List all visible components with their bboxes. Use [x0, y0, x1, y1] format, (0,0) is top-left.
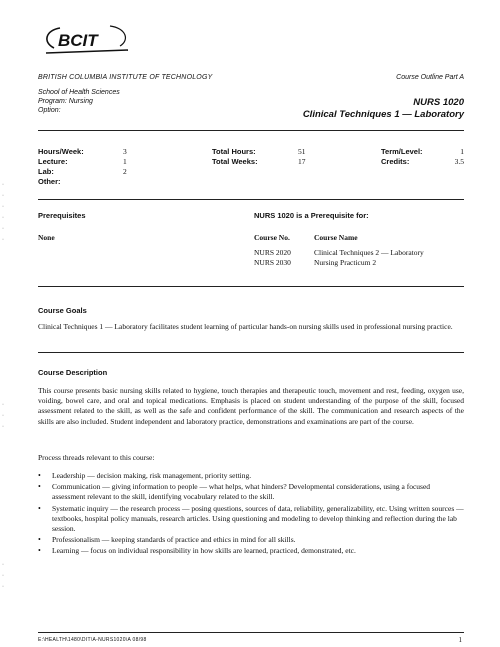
lab-label: Lab: [38, 167, 54, 176]
term-level-label: Term/Level: [381, 147, 423, 156]
scan-marks: · · · [2, 562, 4, 590]
footer-code: E:\HEALTH\1480\DIT\A-NURS1020\A 08/98 [38, 637, 147, 643]
divider [38, 286, 464, 287]
lecture-value: 1 [123, 157, 127, 166]
goals-heading: Course Goals [38, 306, 87, 315]
hours-labels [38, 147, 84, 187]
scan-marks: · · · [2, 402, 4, 430]
prereq-row-2-no: NURS 2030 [254, 258, 291, 267]
total-hours-label: Total Hours: [212, 147, 256, 156]
credits-label: Credits: [381, 157, 410, 166]
program-name: Program: Nursing [38, 98, 93, 105]
total-weeks-label: Total Weeks: [212, 157, 258, 166]
threads-list [38, 471, 464, 558]
hours-values [123, 147, 127, 177]
list-item: • Professionalism — keeping standards of practice and ethics in mind for all skills. [38, 535, 464, 545]
list-item: • Communication — giving information to people — what helps, what hinders? Developmental considerations, using a focused assessment relevant to the skill, identifying vocabulary related to the skill. [38, 482, 464, 502]
bcit-logo [40, 22, 132, 58]
list-item: • Leadership — decision making, risk management, priority setting. [38, 471, 464, 481]
col-course-name: Course Name [314, 233, 358, 242]
logo-text: BCIT [58, 31, 98, 50]
institution-name: BRITISH COLUMBIA INSTITUTE OF TECHNOLOGY [38, 74, 213, 81]
prerequisites-value: None [38, 233, 55, 242]
total-weeks-value: 17 [298, 157, 306, 166]
list-item: • Learning — focus on individual responsibility in how skills are learned, practiced, demonstrated, etc. [38, 546, 464, 556]
prereq-row [314, 248, 424, 268]
hours-week-label: Hours/Week: [38, 147, 84, 156]
outline-label: Course Outline Part A [396, 74, 464, 81]
course-title: Clinical Techniques 1 — Laboratory [302, 109, 464, 120]
term-values [455, 147, 464, 167]
prereq-row-2-name: Nursing Practicum 2 [314, 258, 377, 267]
option-label: Option: [38, 107, 61, 114]
scan-marks: · · · · · · [2, 182, 4, 243]
totals-labels [212, 147, 258, 167]
divider [38, 130, 464, 131]
divider [38, 199, 464, 200]
description-heading: Course Description [38, 368, 108, 377]
school-info [38, 88, 120, 115]
col-course-no: Course No. [254, 233, 290, 242]
term-labels [381, 147, 423, 167]
description-text: This course presents basic nursing skills related to hygiene, touch therapies and therapeutic touch, movement and rest, feeding, oxygen use, voiding, bowel care, and oral and topical medications. Emphasis is placed on student understanding of the purpose of the skill, focused assessment related to the skill, as well as the safe and confident performance of the skill. The communication and research aspects of the skills are also included. Student independent and laboratory practice, demonstrations and examinations are part of the course. [38, 386, 464, 426]
divider [38, 352, 464, 353]
prereq-row-1-name: Clinical Techniques 2 — Laboratory [314, 248, 424, 257]
lecture-label: Lecture: [38, 157, 68, 166]
prerequisites-heading: Prerequisites [38, 211, 86, 220]
total-hours-value: 51 [298, 147, 306, 156]
totals-values [298, 147, 306, 167]
prereq-row [254, 248, 291, 268]
lab-value: 2 [123, 167, 127, 176]
other-label: Other: [38, 177, 61, 186]
course-code: NURS 1020 [413, 97, 464, 108]
list-item: • Systematic inquiry — the research process — posing questions, sources of data, reliability, generalizability, etc. Using written sources — textbooks, hospital policy manuals, research articles. Using questioning and modeling to develop thinking and reflection during the lab session. [38, 504, 464, 535]
threads-intro: Process threads relevant to this course: [38, 453, 155, 462]
divider [38, 632, 464, 633]
school-name: School of Health Sciences [38, 89, 120, 96]
page-number: 1 [458, 636, 462, 644]
goals-text: Clinical Techniques 1 — Laboratory facilitates student learning of particular hands-on nursing skills used in professional nursing practice. [38, 322, 453, 331]
term-level-value: 1 [460, 147, 464, 156]
hours-week-value: 3 [123, 147, 127, 156]
credits-value: 3.5 [454, 157, 464, 166]
prereq-for-heading: NURS 1020 is a Prerequisite for: [254, 211, 369, 220]
prereq-row-1-no: NURS 2020 [254, 248, 291, 257]
